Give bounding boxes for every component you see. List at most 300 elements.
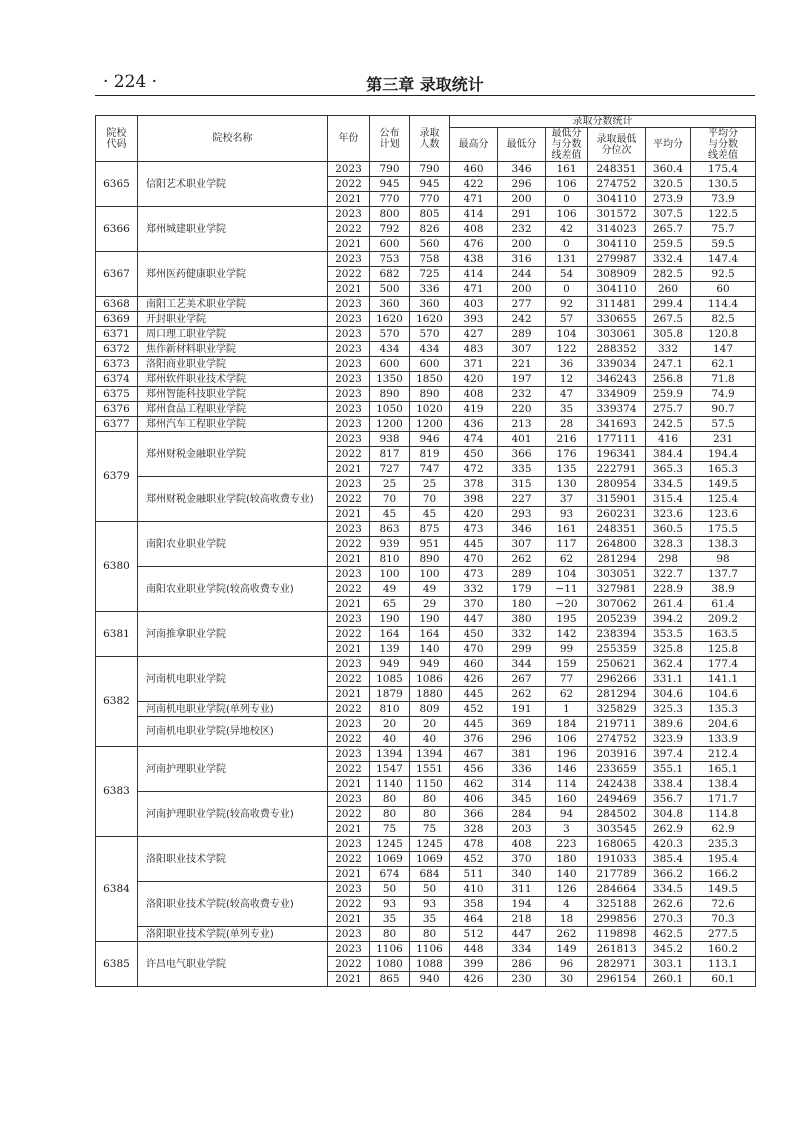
cell-min-score: 408 [498,837,546,852]
cell-admitted: 949 [410,657,450,672]
school-name: 洛阳职业技术学院 [138,837,328,882]
cell-min-score: 203 [498,822,546,837]
school-code: 6381 [96,612,138,657]
cell-admitted: 336 [410,282,450,297]
cell-admitted: 1620 [410,312,450,327]
school-code: 6369 [96,312,138,327]
cell-min-rank: 304110 [588,192,646,207]
cell-avg-score: 303.1 [646,957,691,972]
cell-admitted: 890 [410,387,450,402]
cell-avg-diff: 175.4 [691,162,756,177]
cell-max-score: 376 [450,732,498,747]
cell-min-diff: 135 [546,462,588,477]
school-name: 开封职业学院 [138,312,328,327]
cell-max-score: 371 [450,357,498,372]
cell-min-diff: 106 [546,177,588,192]
cell-min-score: 197 [498,372,546,387]
cell-year: 2022 [328,702,370,717]
cell-avg-score: 334.5 [646,882,691,897]
cell-avg-score: 304.8 [646,807,691,822]
cell-avg-score: 307.5 [646,207,691,222]
cell-min-diff: 161 [546,522,588,537]
cell-max-score: 398 [450,492,498,507]
cell-min-score: 346 [498,162,546,177]
school-name: 河南护理职业学院(较高收费专业) [138,792,328,837]
cell-min-rank: 177111 [588,432,646,447]
cell-avg-diff: 114.4 [691,297,756,312]
cell-avg-diff: 163.5 [691,627,756,642]
cell-min-diff: 77 [546,672,588,687]
cell-avg-diff: 209.2 [691,612,756,627]
cell-plan: 600 [370,237,410,252]
school-code: 6377 [96,417,138,432]
cell-avg-score: 259.5 [646,237,691,252]
cell-min-rank: 238394 [588,627,646,642]
cell-avg-diff: 125.4 [691,492,756,507]
school-code: 6367 [96,252,138,297]
table-row [96,792,756,807]
cell-max-score: 470 [450,642,498,657]
cell-max-score: 399 [450,957,498,972]
cell-avg-diff: 133.9 [691,732,756,747]
table-row [96,432,756,447]
cell-min-diff: 18 [546,912,588,927]
chapter-title: 第三章 录取统计 [366,75,484,94]
cell-year: 2023 [328,402,370,417]
col-header-name: 院校名称 [138,116,328,162]
cell-avg-diff: 235.3 [691,837,756,852]
cell-min-diff: 93 [546,507,588,522]
cell-min-diff: −11 [546,582,588,597]
cell-avg-score: 328.3 [646,537,691,552]
cell-min-rank: 217789 [588,867,646,882]
cell-year: 2023 [328,792,370,807]
cell-min-diff: 196 [546,747,588,762]
cell-min-score: 447 [498,927,546,942]
school-name: 郑州智能科技职业学院 [138,387,328,402]
cell-avg-diff: 165.3 [691,462,756,477]
school-name: 郑州医药健康职业学院 [138,252,328,297]
cell-avg-diff: 165.1 [691,762,756,777]
cell-year: 2022 [328,852,370,867]
cell-year: 2023 [328,882,370,897]
cell-avg-diff: 104.6 [691,687,756,702]
cell-plan: 80 [370,927,410,942]
cell-plan: 600 [370,357,410,372]
table-row [96,297,756,312]
cell-min-diff: 3 [546,822,588,837]
cell-min-diff: 216 [546,432,588,447]
col-header-rank: 录取最低 分位次 [588,128,646,162]
cell-avg-diff: 166.2 [691,867,756,882]
cell-min-rank: 255359 [588,642,646,657]
cell-admitted: 49 [410,582,450,597]
cell-min-rank: 325188 [588,897,646,912]
table-row [96,717,756,732]
school-name: 河南机电职业学院 [138,657,328,702]
col-header-avg-diff: 平均分 与分数 线差值 [691,128,756,162]
cell-max-score: 452 [450,702,498,717]
school-name: 河南机电职业学院(异地校区) [138,717,328,747]
cell-year: 2023 [328,837,370,852]
school-code: 6371 [96,327,138,342]
cell-min-diff: 0 [546,282,588,297]
cell-min-diff: 104 [546,567,588,582]
cell-min-diff: 1 [546,702,588,717]
cell-min-diff: 126 [546,882,588,897]
col-header-max: 最高分 [450,128,498,162]
cell-admitted: 1088 [410,957,450,972]
cell-max-score: 456 [450,762,498,777]
cell-admitted: 1200 [410,417,450,432]
cell-min-score: 230 [498,972,546,987]
cell-year: 2023 [328,207,370,222]
cell-min-diff: 96 [546,957,588,972]
cell-avg-score: 282.5 [646,267,691,282]
cell-min-score: 345 [498,792,546,807]
school-name: 洛阳职业技术学院(较高收费专业) [138,882,328,927]
cell-max-score: 408 [450,222,498,237]
cell-admitted: 890 [410,552,450,567]
cell-avg-score: 384.4 [646,447,691,462]
cell-year: 2023 [328,162,370,177]
cell-avg-score: 416 [646,432,691,447]
cell-min-score: 369 [498,717,546,732]
cell-year: 2021 [328,237,370,252]
cell-admitted: 826 [410,222,450,237]
cell-plan: 1547 [370,762,410,777]
cell-avg-score: 385.4 [646,852,691,867]
cell-year: 2022 [328,447,370,462]
cell-min-diff: 4 [546,897,588,912]
cell-plan: 49 [370,582,410,597]
school-name: 郑州财税金融职业学院(较高收费专业) [138,477,328,522]
col-header-plan: 公布 计划 [370,116,410,162]
cell-plan: 790 [370,162,410,177]
cell-avg-diff: 59.5 [691,237,756,252]
school-name: 洛阳职业技术学院(单列专业) [138,927,328,942]
cell-avg-diff: 38.9 [691,582,756,597]
school-name: 洛阳商业职业学院 [138,357,328,372]
school-name: 南阳工艺美术职业学院 [138,297,328,312]
cell-min-score: 179 [498,582,546,597]
cell-avg-diff: 204.6 [691,717,756,732]
cell-plan: 1069 [370,852,410,867]
cell-min-diff: 62 [546,687,588,702]
cell-min-diff: 195 [546,612,588,627]
cell-plan: 682 [370,267,410,282]
cell-plan: 1080 [370,957,410,972]
cell-plan: 1140 [370,777,410,792]
cell-avg-diff: 75.7 [691,222,756,237]
cell-min-diff: 30 [546,972,588,987]
table-row [96,357,756,372]
cell-min-rank: 196341 [588,447,646,462]
cell-avg-diff: 138.4 [691,777,756,792]
school-code: 6380 [96,522,138,612]
cell-avg-diff: 62.9 [691,822,756,837]
cell-avg-score: 228.9 [646,582,691,597]
cell-min-rank: 203916 [588,747,646,762]
cell-min-score: 315 [498,477,546,492]
table-row [96,612,756,627]
cell-year: 2023 [328,942,370,957]
cell-max-score: 420 [450,372,498,387]
cell-min-score: 314 [498,777,546,792]
cell-max-score: 445 [450,537,498,552]
cell-avg-diff: 123.6 [691,507,756,522]
cell-year: 2023 [328,342,370,357]
cell-min-rank: 205239 [588,612,646,627]
cell-min-score: 291 [498,207,546,222]
school-code: 6376 [96,402,138,417]
cell-avg-diff: 114.8 [691,807,756,822]
table-row [96,702,756,717]
cell-min-score: 289 [498,567,546,582]
cell-year: 2023 [328,717,370,732]
cell-min-rank: 304110 [588,282,646,297]
cell-min-score: 191 [498,702,546,717]
cell-year: 2021 [328,822,370,837]
cell-min-rank: 304110 [588,237,646,252]
cell-min-rank: 334909 [588,387,646,402]
cell-admitted: 20 [410,717,450,732]
cell-admitted: 434 [410,342,450,357]
cell-min-rank: 281294 [588,552,646,567]
page-number: · 224 · [103,72,158,92]
cell-avg-score: 267.5 [646,312,691,327]
cell-min-score: 316 [498,252,546,267]
cell-admitted: 1150 [410,777,450,792]
cell-plan: 100 [370,567,410,582]
cell-min-rank: 242438 [588,777,646,792]
cell-admitted: 70 [410,492,450,507]
table-row [96,522,756,537]
cell-plan: 810 [370,552,410,567]
cell-max-score: 448 [450,942,498,957]
cell-plan: 139 [370,642,410,657]
cell-min-score: 277 [498,297,546,312]
cell-max-score: 471 [450,192,498,207]
cell-avg-diff: 125.8 [691,642,756,657]
cell-avg-score: 366.2 [646,867,691,882]
cell-min-rank: 249469 [588,792,646,807]
cell-min-score: 307 [498,537,546,552]
cell-year: 2022 [328,582,370,597]
cell-avg-score: 256.8 [646,372,691,387]
cell-min-rank: 339034 [588,357,646,372]
school-name: 郑州财税金融职业学院 [138,432,328,477]
cell-min-rank: 303061 [588,327,646,342]
cell-avg-diff: 62.1 [691,357,756,372]
cell-year: 2021 [328,552,370,567]
school-name: 信阳艺术职业学院 [138,162,328,207]
cell-admitted: 725 [410,267,450,282]
cell-avg-score: 323.6 [646,507,691,522]
cell-plan: 75 [370,822,410,837]
cell-plan: 1394 [370,747,410,762]
cell-min-diff: 122 [546,342,588,357]
cell-max-score: 470 [450,552,498,567]
cell-year: 2021 [328,777,370,792]
cell-year: 2023 [328,477,370,492]
cell-min-score: 262 [498,552,546,567]
table-row [96,837,756,852]
cell-min-diff: 130 [546,477,588,492]
cell-plan: 1620 [370,312,410,327]
school-name: 郑州城建职业学院 [138,207,328,252]
cell-min-rank: 279987 [588,252,646,267]
cell-avg-score: 362.4 [646,657,691,672]
cell-min-score: 346 [498,522,546,537]
cell-min-score: 284 [498,807,546,822]
table-row [96,327,756,342]
school-code: 6383 [96,747,138,837]
cell-admitted: 946 [410,432,450,447]
cell-year: 2022 [328,492,370,507]
cell-avg-diff: 74.9 [691,387,756,402]
cell-avg-score: 315.4 [646,492,691,507]
cell-min-score: 289 [498,327,546,342]
cell-avg-score: 320.5 [646,177,691,192]
cell-year: 2022 [328,897,370,912]
cell-min-rank: 191033 [588,852,646,867]
school-code: 6368 [96,297,138,312]
cell-min-score: 267 [498,672,546,687]
cell-plan: 890 [370,387,410,402]
school-name: 河南机电职业学院(单列专业) [138,702,328,717]
cell-avg-score: 397.4 [646,747,691,762]
cell-max-score: 403 [450,297,498,312]
cell-year: 2023 [328,297,370,312]
cell-min-diff: 161 [546,162,588,177]
cell-max-score: 445 [450,687,498,702]
cell-plan: 40 [370,732,410,747]
cell-max-score: 445 [450,717,498,732]
cell-min-score: 344 [498,657,546,672]
cell-min-score: 180 [498,597,546,612]
cell-max-score: 420 [450,507,498,522]
cell-min-score: 380 [498,612,546,627]
cell-admitted: 50 [410,882,450,897]
cell-admitted: 790 [410,162,450,177]
cell-avg-score: 360.5 [646,522,691,537]
cell-admitted: 560 [410,237,450,252]
cell-plan: 1050 [370,402,410,417]
cell-avg-score: 304.6 [646,687,691,702]
col-header-min-diff: 最低分 与分数 线差值 [546,128,588,162]
cell-admitted: 819 [410,447,450,462]
cell-min-rank: 330655 [588,312,646,327]
cell-avg-diff: 60 [691,282,756,297]
school-name: 南阳农业职业学院(较高收费专业) [138,567,328,612]
cell-min-rank: 303545 [588,822,646,837]
cell-admitted: 80 [410,792,450,807]
cell-min-diff: −20 [546,597,588,612]
school-code: 6375 [96,387,138,402]
cell-admitted: 75 [410,822,450,837]
cell-avg-diff: 195.4 [691,852,756,867]
cell-avg-score: 345.2 [646,942,691,957]
cell-min-diff: 42 [546,222,588,237]
cell-max-score: 422 [450,177,498,192]
cell-min-score: 200 [498,237,546,252]
table-row [96,207,756,222]
cell-plan: 1879 [370,687,410,702]
cell-min-rank: 308909 [588,267,646,282]
cell-plan: 570 [370,327,410,342]
cell-avg-score: 298 [646,552,691,567]
cell-min-score: 232 [498,387,546,402]
cell-min-rank: 327981 [588,582,646,597]
cell-admitted: 770 [410,192,450,207]
cell-admitted: 140 [410,642,450,657]
table-row [96,312,756,327]
cell-min-rank: 250621 [588,657,646,672]
cell-min-diff: 0 [546,192,588,207]
cell-min-diff: 28 [546,417,588,432]
cell-admitted: 1880 [410,687,450,702]
cell-min-rank: 314023 [588,222,646,237]
cell-avg-score: 262.6 [646,897,691,912]
cell-max-score: 393 [450,312,498,327]
cell-admitted: 684 [410,867,450,882]
cell-plan: 434 [370,342,410,357]
cell-year: 2023 [328,567,370,582]
cell-year: 2023 [328,327,370,342]
cell-avg-diff: 122.5 [691,207,756,222]
cell-min-rank: 219711 [588,717,646,732]
cell-avg-diff: 149.5 [691,477,756,492]
cell-admitted: 1245 [410,837,450,852]
school-code: 6379 [96,432,138,522]
cell-min-score: 194 [498,897,546,912]
cell-min-score: 307 [498,342,546,357]
cell-admitted: 1106 [410,942,450,957]
cell-avg-score: 355.1 [646,762,691,777]
cell-min-score: 332 [498,627,546,642]
cell-max-score: 438 [450,252,498,267]
cell-min-diff: 35 [546,402,588,417]
cell-avg-score: 322.7 [646,567,691,582]
cell-max-score: 452 [450,852,498,867]
cell-year: 2021 [328,462,370,477]
cell-admitted: 25 [410,477,450,492]
cell-max-score: 478 [450,837,498,852]
cell-year: 2022 [328,762,370,777]
table-body [96,162,756,987]
cell-max-score: 410 [450,882,498,897]
cell-year: 2022 [328,177,370,192]
cell-avg-diff: 177.4 [691,657,756,672]
cell-min-rank: 233659 [588,762,646,777]
cell-avg-diff: 73.9 [691,192,756,207]
table-row [96,927,756,942]
cell-min-score: 336 [498,762,546,777]
cell-avg-score: 325.8 [646,642,691,657]
cell-min-rank: 325829 [588,702,646,717]
cell-max-score: 511 [450,867,498,882]
cell-plan: 35 [370,912,410,927]
cell-min-score: 286 [498,957,546,972]
table-row [96,942,756,957]
cell-max-score: 370 [450,597,498,612]
cell-avg-score: 356.7 [646,792,691,807]
cell-avg-score: 365.3 [646,462,691,477]
cell-admitted: 809 [410,702,450,717]
cell-plan: 1200 [370,417,410,432]
cell-min-diff: 99 [546,642,588,657]
